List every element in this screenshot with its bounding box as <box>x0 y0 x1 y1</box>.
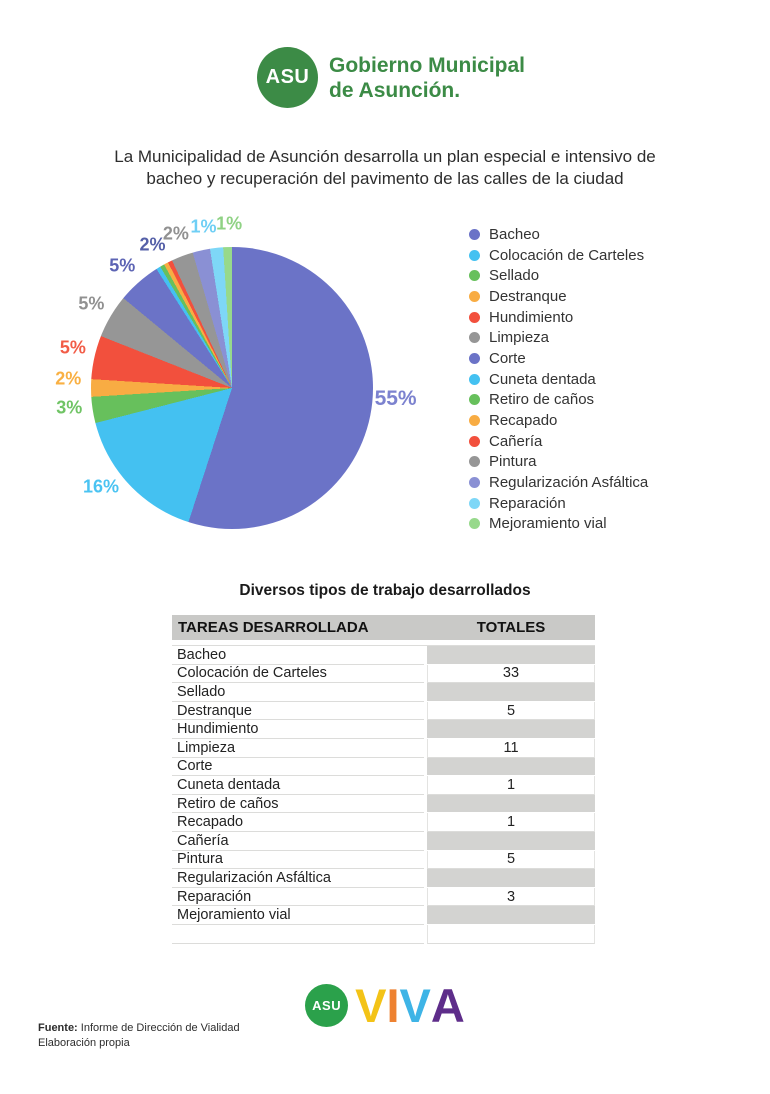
total-cell: 33 <box>427 665 595 684</box>
table-row <box>172 851 595 870</box>
table-col-header-tareas: TAREAS DESARROLLADA <box>178 619 369 636</box>
legend-item <box>469 224 648 245</box>
legend-dot-icon <box>469 518 480 529</box>
tarea-cell: Bacheo <box>172 646 424 665</box>
legend-label: Mejoramiento vial <box>489 515 607 533</box>
pie-percent-label: 5% <box>59 337 86 358</box>
table-body <box>172 645 595 944</box>
legend-item <box>469 369 648 390</box>
legend-label: Cañería <box>489 432 543 450</box>
tarea-cell: Hundimiento <box>172 720 424 739</box>
org-name-line2: de Asunción. <box>329 78 461 102</box>
legend-item <box>469 327 648 348</box>
legend-item <box>469 307 648 328</box>
table-row <box>172 869 595 888</box>
legend-dot-icon <box>469 498 480 509</box>
table-row <box>172 813 595 832</box>
pie-percent-label: 2% <box>162 223 189 244</box>
legend-dot-icon <box>469 456 480 467</box>
table-row <box>172 683 595 702</box>
legend-dot-icon <box>469 477 480 488</box>
table-header-row <box>172 615 595 640</box>
legend-label: Destranque <box>489 287 567 305</box>
tarea-cell: Destranque <box>172 702 424 721</box>
legend-item <box>469 472 648 493</box>
table-col-header-totales: TOTALES <box>476 619 546 636</box>
asuviva-circle-text: ASU <box>312 998 342 1013</box>
legend-label: Pintura <box>489 453 537 471</box>
legend-dot-icon <box>469 332 480 343</box>
legend-dot-icon <box>469 250 480 261</box>
viva-wordmark <box>355 979 465 1032</box>
legend-label: Reparación <box>489 494 566 512</box>
asu-logo-wordmark <box>329 53 525 103</box>
total-cell <box>427 906 595 925</box>
legend-item <box>469 410 648 431</box>
table-row <box>172 665 595 684</box>
legend-label: Recapado <box>489 412 558 430</box>
table-row <box>172 832 595 851</box>
legend-item <box>469 452 648 473</box>
legend-item <box>469 431 648 452</box>
legend-label: Sellado <box>489 267 540 285</box>
tarea-cell <box>172 925 424 944</box>
legend-label: Regularización Asfáltica <box>489 474 649 492</box>
pie-percent-labels <box>55 213 417 529</box>
total-cell <box>427 683 595 702</box>
table-row <box>172 925 595 944</box>
table-row <box>172 758 595 777</box>
asu-logo <box>257 47 525 108</box>
total-cell: 1 <box>427 813 595 832</box>
table-row <box>172 795 595 814</box>
total-cell <box>427 832 595 851</box>
legend-dot-icon <box>469 291 480 302</box>
intro-line1: La Municipalidad de Asunción desarrolla un plan especial e intensivo de <box>114 147 656 166</box>
elaboration-text: Elaboración propia <box>38 1037 130 1049</box>
pie-percent-label: 5% <box>78 293 105 314</box>
pie-percent-label: 55% <box>374 387 417 411</box>
legend-dot-icon <box>469 415 480 426</box>
asu-logo-circle-text: ASU <box>265 66 310 88</box>
total-cell <box>427 646 595 665</box>
pie-chart <box>55 213 417 529</box>
viva-letter: A <box>430 979 465 1032</box>
total-cell <box>427 869 595 888</box>
tarea-cell: Recapado <box>172 813 424 832</box>
legend-dot-icon <box>469 353 480 364</box>
legend-label: Retiro de caños <box>489 391 595 409</box>
pie-percent-label: 5% <box>109 255 136 276</box>
legend-item <box>469 390 648 411</box>
total-cell: 1 <box>427 776 595 795</box>
legend-dot-icon <box>469 229 480 240</box>
table-row <box>172 906 595 925</box>
table-row <box>172 888 595 907</box>
viva-letter: I <box>386 979 400 1032</box>
table-title: Diversos tipos de trabajo desarrollados <box>239 582 531 599</box>
total-cell <box>427 720 595 739</box>
legend-item <box>469 245 648 266</box>
total-cell: 11 <box>427 739 595 758</box>
intro-line2: bacheo y recuperación del pavimento de las calles de la ciudad <box>146 169 624 188</box>
legend-item <box>469 348 648 369</box>
table-row <box>172 776 595 795</box>
legend-item <box>469 493 648 514</box>
legend-label: Colocación de Carteles <box>489 246 645 264</box>
org-name-line1: Gobierno Municipal <box>329 53 526 77</box>
legend-label: Cuneta dentada <box>489 370 596 388</box>
viva-letter: V <box>399 979 431 1032</box>
pie-percent-label: 2% <box>139 234 166 255</box>
total-cell <box>427 925 595 944</box>
legend-dot-icon <box>469 394 480 405</box>
tarea-cell: Pintura <box>172 851 424 870</box>
viva-letter: V <box>355 979 387 1032</box>
table-row <box>172 702 595 721</box>
legend-dot-icon <box>469 270 480 281</box>
tarea-cell: Cuneta dentada <box>172 776 424 795</box>
tarea-cell: Reparación <box>172 888 424 907</box>
totals-table <box>172 615 595 944</box>
legend-label: Corte <box>489 349 526 367</box>
tarea-cell: Sellado <box>172 683 424 702</box>
intro-text <box>0 146 770 190</box>
legend-label: Limpieza <box>489 329 550 347</box>
tarea-cell: Cañería <box>172 832 424 851</box>
tarea-cell: Regularización Asfáltica <box>172 869 424 888</box>
asuviva-circle-icon <box>305 984 348 1027</box>
tarea-cell: Limpieza <box>172 739 424 758</box>
table-row <box>172 739 595 758</box>
legend-label: Bacheo <box>489 225 540 243</box>
total-cell <box>427 758 595 777</box>
legend-item <box>469 286 648 307</box>
table-row <box>172 646 595 665</box>
source-text: Informe de Dirección de Vialidad <box>77 1022 240 1034</box>
legend-dot-icon <box>469 374 480 385</box>
pie-percent-label: 2% <box>55 368 82 389</box>
total-cell: 5 <box>427 702 595 721</box>
total-cell: 5 <box>427 851 595 870</box>
legend-label: Hundimiento <box>489 308 574 326</box>
pie-percent-label: 1% <box>216 213 243 234</box>
tarea-cell: Corte <box>172 758 424 777</box>
pie-percent-label: 16% <box>83 476 120 497</box>
asu-logo-circle-icon <box>257 47 318 108</box>
tarea-cell: Mejoramiento vial <box>172 906 424 925</box>
legend-item <box>469 265 648 286</box>
source-label: Fuente: <box>38 1022 78 1034</box>
legend-dot-icon <box>469 312 480 323</box>
tarea-cell: Colocación de Carteles <box>172 665 424 684</box>
source-note <box>38 1021 240 1051</box>
legend-item <box>469 514 648 535</box>
tarea-cell: Retiro de caños <box>172 795 424 814</box>
pie-percent-label: 3% <box>56 397 83 418</box>
total-cell <box>427 795 595 814</box>
chart-legend <box>469 224 648 534</box>
legend-dot-icon <box>469 436 480 447</box>
pie-percent-label: 1% <box>190 216 217 236</box>
total-cell: 3 <box>427 888 595 907</box>
table-row <box>172 720 595 739</box>
